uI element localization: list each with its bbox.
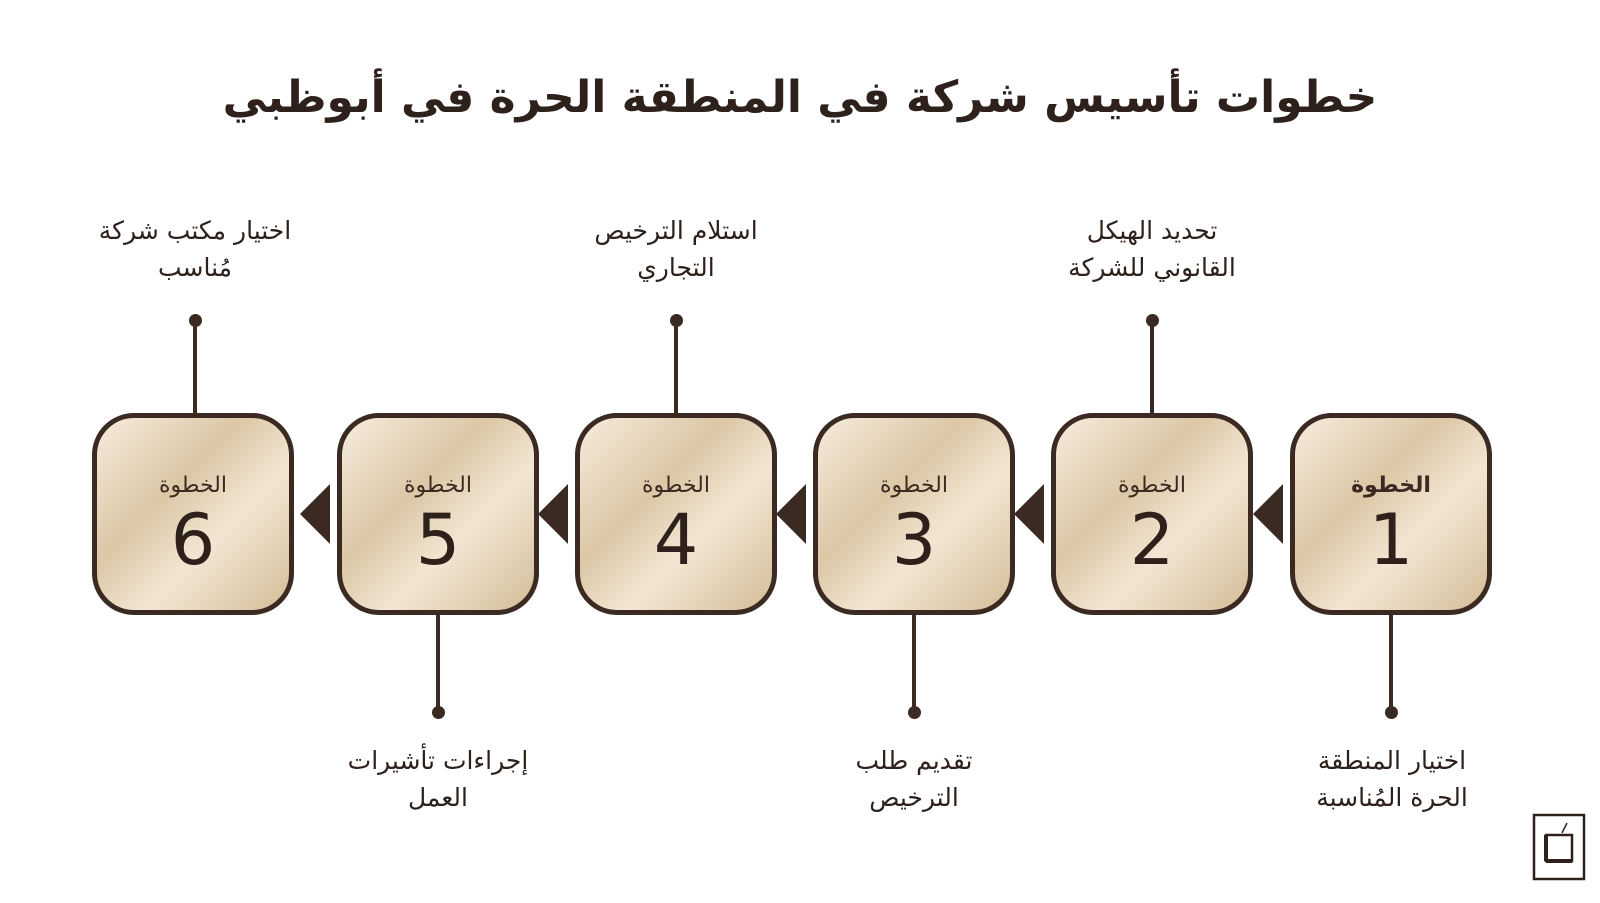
caption-line: اختيار مكتب شركة <box>98 216 292 245</box>
arrow-left-icon <box>1253 484 1283 544</box>
step-6-caption <box>65 212 325 286</box>
caption-line: مُناسب <box>157 253 233 282</box>
arrow-left-icon <box>300 484 330 544</box>
step-number: 3 <box>891 499 937 581</box>
step-5-dot <box>432 706 445 719</box>
step-3-box <box>813 413 1015 615</box>
step-label: الخطوة <box>404 473 472 498</box>
caption-line: الترخيص <box>869 783 959 812</box>
step-1-connector <box>1389 615 1393 713</box>
step-5-caption <box>308 742 568 816</box>
step-6-box <box>92 413 294 615</box>
step-3-connector <box>912 615 916 713</box>
caption-line: الحرة المُناسبة <box>1316 783 1468 812</box>
step-1-dot <box>1385 706 1398 719</box>
step-2-dot <box>1146 314 1159 327</box>
caption-line: التجاري <box>637 253 715 282</box>
step-number: 2 <box>1129 499 1175 581</box>
caption-line: القانوني للشركة <box>1068 253 1236 282</box>
step-label: الخطوة <box>1118 473 1186 498</box>
step-number: 5 <box>415 499 461 581</box>
step-2-connector <box>1150 320 1154 413</box>
caption-line: تحديد الهيكل <box>1086 216 1218 245</box>
step-4-dot <box>670 314 683 327</box>
step-6-connector <box>193 320 197 413</box>
caption-line: تقديم طلب <box>855 746 973 775</box>
caption-line: اختيار المنطقة <box>1317 746 1467 775</box>
copy-frame-icon <box>1532 813 1586 881</box>
step-2-caption <box>1022 212 1282 286</box>
caption-line: إجراءات تأشيرات <box>347 746 529 775</box>
caption-line: العمل <box>407 783 468 812</box>
step-4-box <box>575 413 777 615</box>
step-5-box <box>337 413 539 615</box>
arrow-left-icon <box>1014 484 1044 544</box>
arrow-left-icon <box>776 484 806 544</box>
page-title: خطوات تأسيس شركة في المنطقة الحرة في أبوظبي <box>222 72 1378 123</box>
step-6-dot <box>189 314 202 327</box>
caption-line: استلام الترخيص <box>594 216 758 245</box>
step-label: الخطوة <box>1351 473 1431 498</box>
step-label: الخطوة <box>642 473 710 498</box>
step-label: الخطوة <box>880 473 948 498</box>
step-label: الخطوة <box>159 473 227 498</box>
step-number: 1 <box>1368 499 1414 581</box>
step-3-dot <box>908 706 921 719</box>
step-4-caption <box>546 212 806 286</box>
step-number: 6 <box>170 499 216 581</box>
arrow-left-icon <box>538 484 568 544</box>
step-1-caption <box>1262 742 1522 816</box>
step-2-box <box>1051 413 1253 615</box>
step-4-connector <box>674 320 678 413</box>
step-number: 4 <box>653 499 699 581</box>
step-5-connector <box>436 615 440 713</box>
step-1-box <box>1290 413 1492 615</box>
step-3-caption <box>784 742 1044 816</box>
